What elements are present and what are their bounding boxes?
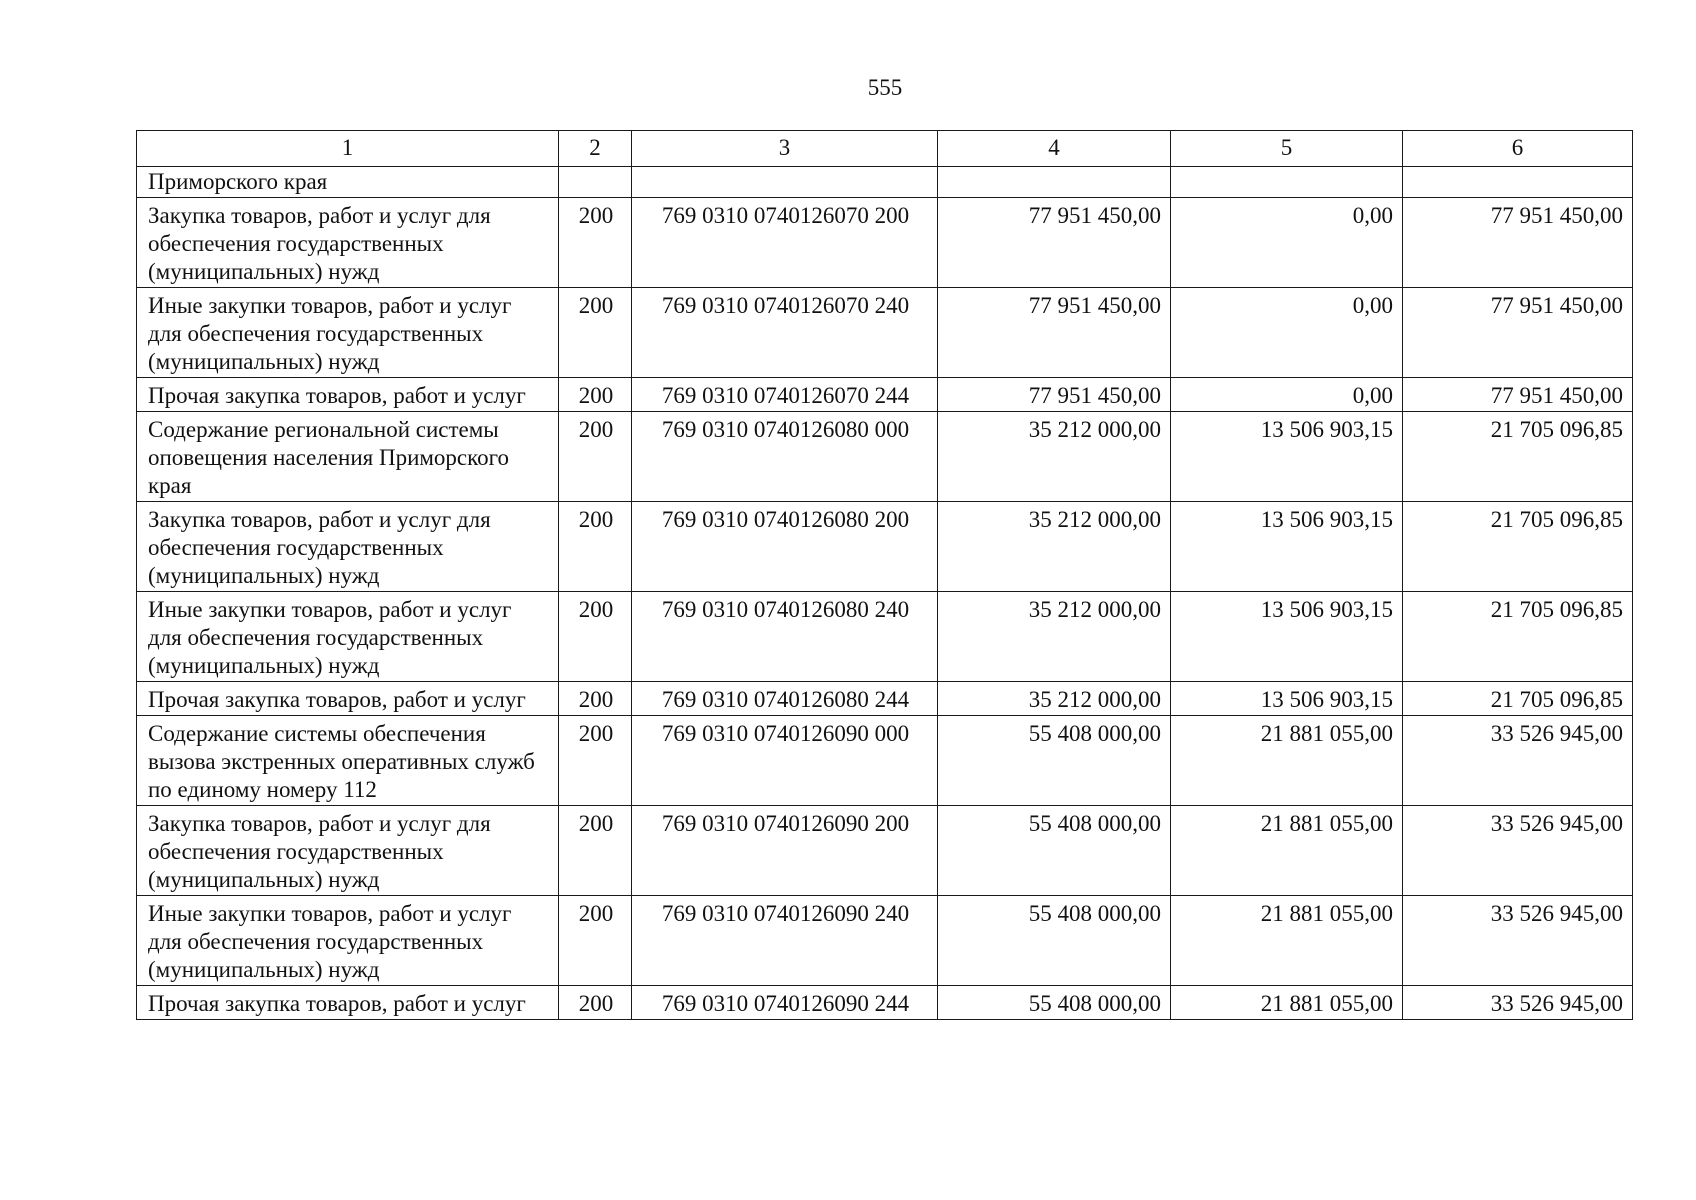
row-name: Прочая закупка товаров, работ и услуг	[137, 378, 559, 412]
row-value-4: 77 951 450,00	[938, 198, 1171, 288]
column-header-2: 2	[559, 131, 632, 167]
row-code: 200	[559, 288, 632, 378]
row-budget-code: 769 0310 0740126070 200	[632, 198, 938, 288]
row-code: 200	[559, 412, 632, 502]
table-row	[137, 502, 1633, 592]
row-value-5: 13 506 903,15	[1171, 502, 1403, 592]
row-value-4: 55 408 000,00	[938, 716, 1171, 806]
column-header-6: 6	[1403, 131, 1633, 167]
row-value-5: 21 881 055,00	[1171, 716, 1403, 806]
row-value-6: 21 705 096,85	[1403, 592, 1633, 682]
page-number: 555	[867, 75, 903, 100]
row-value-4	[938, 167, 1171, 198]
row-budget-code: 769 0310 0740126090 000	[632, 716, 938, 806]
row-budget-code: 769 0310 0740126090 240	[632, 896, 938, 986]
row-value-4: 77 951 450,00	[938, 378, 1171, 412]
row-name: Содержание региональной системы оповещения населения Приморского края	[137, 412, 559, 502]
row-value-5: 0,00	[1171, 378, 1403, 412]
row-value-4: 35 212 000,00	[938, 502, 1171, 592]
row-value-4: 35 212 000,00	[938, 682, 1171, 716]
row-budget-code: 769 0310 0740126080 240	[632, 592, 938, 682]
row-name: Содержание системы обеспечения вызова экстренных оперативных служб по единому номеру 112	[137, 716, 559, 806]
row-name: Закупка товаров, работ и услуг для обеспечения государственных (муниципальных) нужд	[137, 502, 559, 592]
row-value-6: 21 705 096,85	[1403, 412, 1633, 502]
row-value-4: 55 408 000,00	[938, 806, 1171, 896]
row-code: 200	[559, 682, 632, 716]
row-value-6: 21 705 096,85	[1403, 502, 1633, 592]
row-value-5: 13 506 903,15	[1171, 412, 1403, 502]
row-value-5	[1171, 167, 1403, 198]
table-row	[137, 716, 1633, 806]
table-row	[137, 378, 1633, 412]
row-value-6: 33 526 945,00	[1403, 806, 1633, 896]
row-value-6: 21 705 096,85	[1403, 682, 1633, 716]
row-code	[559, 167, 632, 198]
row-name: Прочая закупка товаров, работ и услуг	[137, 986, 559, 1020]
row-code: 200	[559, 198, 632, 288]
table-row	[137, 986, 1633, 1020]
row-name: Иные закупки товаров, работ и услуг для обеспечения государственных (муниципальных) нужд	[137, 592, 559, 682]
row-name: Иные закупки товаров, работ и услуг для обеспечения государственных (муниципальных) нужд	[137, 288, 559, 378]
row-budget-code: 769 0310 0740126080 244	[632, 682, 938, 716]
row-code: 200	[559, 986, 632, 1020]
row-code: 200	[559, 502, 632, 592]
column-header-4: 4	[938, 131, 1171, 167]
row-value-5: 0,00	[1171, 288, 1403, 378]
row-value-4: 77 951 450,00	[938, 288, 1171, 378]
row-code: 200	[559, 896, 632, 986]
row-value-6: 33 526 945,00	[1403, 716, 1633, 806]
row-budget-code: 769 0310 0740126080 000	[632, 412, 938, 502]
row-value-5: 13 506 903,15	[1171, 682, 1403, 716]
budget-table	[136, 130, 1633, 1020]
table-row	[137, 806, 1633, 896]
row-value-6: 77 951 450,00	[1403, 198, 1633, 288]
row-budget-code: 769 0310 0740126070 240	[632, 288, 938, 378]
row-name: Иные закупки товаров, работ и услуг для обеспечения государственных (муниципальных) нужд	[137, 896, 559, 986]
table-row	[137, 412, 1633, 502]
row-name: Прочая закупка товаров, работ и услуг	[137, 682, 559, 716]
table-row	[137, 592, 1633, 682]
row-budget-code: 769 0310 0740126070 244	[632, 378, 938, 412]
row-name: Закупка товаров, работ и услуг для обеспечения государственных (муниципальных) нужд	[137, 806, 559, 896]
row-value-6: 33 526 945,00	[1403, 896, 1633, 986]
row-code: 200	[559, 592, 632, 682]
row-value-4: 35 212 000,00	[938, 412, 1171, 502]
row-value-6: 33 526 945,00	[1403, 986, 1633, 1020]
table-row	[137, 288, 1633, 378]
row-budget-code: 769 0310 0740126090 244	[632, 986, 938, 1020]
row-value-5: 0,00	[1171, 198, 1403, 288]
table-row	[137, 167, 1633, 198]
table-row	[137, 198, 1633, 288]
row-value-4: 55 408 000,00	[938, 896, 1171, 986]
column-header-3: 3	[632, 131, 938, 167]
row-name: Приморского края	[137, 167, 559, 198]
column-header-1: 1	[137, 131, 559, 167]
row-value-6	[1403, 167, 1633, 198]
header-row	[137, 131, 1633, 167]
row-value-5: 21 881 055,00	[1171, 896, 1403, 986]
table-row	[137, 682, 1633, 716]
row-value-6: 77 951 450,00	[1403, 288, 1633, 378]
table-row	[137, 896, 1633, 986]
row-value-5: 13 506 903,15	[1171, 592, 1403, 682]
row-budget-code	[632, 167, 938, 198]
row-budget-code: 769 0310 0740126090 200	[632, 806, 938, 896]
row-code: 200	[559, 378, 632, 412]
row-budget-code: 769 0310 0740126080 200	[632, 502, 938, 592]
column-header-5: 5	[1171, 131, 1403, 167]
row-code: 200	[559, 806, 632, 896]
row-value-4: 35 212 000,00	[938, 592, 1171, 682]
row-code: 200	[559, 716, 632, 806]
row-value-5: 21 881 055,00	[1171, 806, 1403, 896]
row-value-4: 55 408 000,00	[938, 986, 1171, 1020]
row-value-6: 77 951 450,00	[1403, 378, 1633, 412]
row-name: Закупка товаров, работ и услуг для обеспечения государственных (муниципальных) нужд	[137, 198, 559, 288]
row-value-5: 21 881 055,00	[1171, 986, 1403, 1020]
